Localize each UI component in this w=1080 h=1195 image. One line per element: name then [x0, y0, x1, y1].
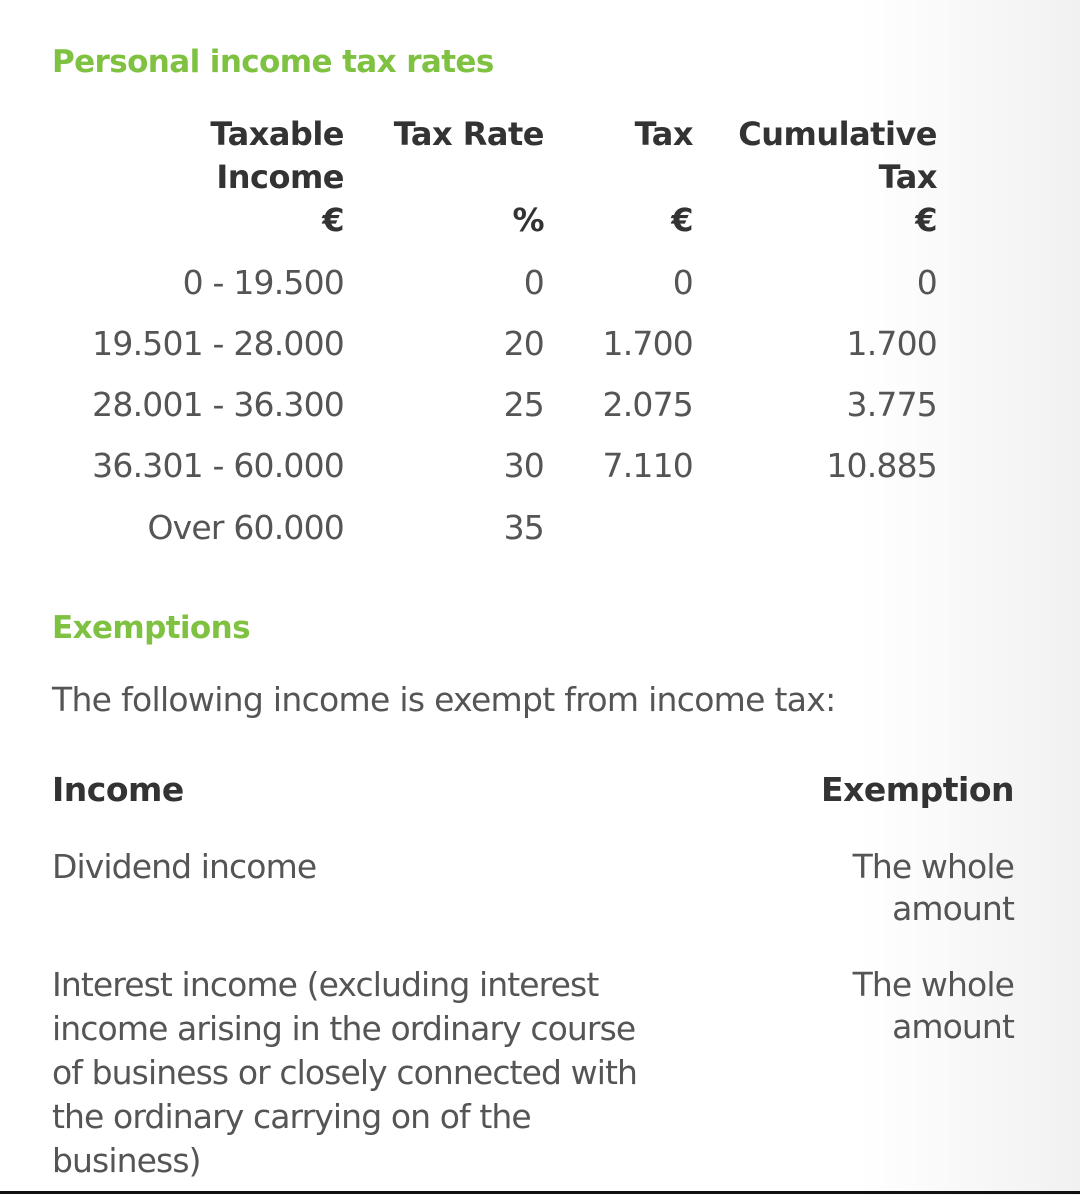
- cell-tax: 2.075: [602, 385, 693, 424]
- cell-rate: 25: [503, 385, 544, 424]
- header-taxable-income: Taxable: [210, 115, 344, 153]
- cell-income: 19.501 - 28.000: [92, 324, 344, 363]
- exemption-amount: The whole amount: [852, 965, 1014, 1046]
- cell-income: 0 - 19.500: [182, 263, 344, 302]
- header-tax-rate: Tax Rate: [393, 115, 544, 153]
- unit-taxable-income: €: [322, 201, 344, 239]
- cell-cumulative: 3.775: [846, 385, 937, 424]
- unit-cumulative-tax: €: [915, 201, 937, 239]
- unit-tax-rate: %: [512, 201, 544, 239]
- cell-rate: 20: [503, 324, 544, 363]
- cell-rate: 30: [503, 446, 544, 485]
- cell-tax: 1.700: [602, 324, 693, 363]
- exemptions-intro-text: The following income is exempt from income tax:: [52, 680, 836, 719]
- header-taxable-income-line2: Income: [216, 158, 344, 196]
- bottom-divider: [0, 1191, 1080, 1194]
- rates-section-title: Personal income tax rates: [52, 44, 494, 80]
- exemption-amount: The whole amount: [852, 847, 1014, 928]
- cell-rate: 0: [523, 263, 544, 302]
- header-cumulative-tax-line2: Tax: [878, 158, 937, 196]
- header-tax: Tax: [634, 115, 693, 153]
- cell-tax: 0: [672, 263, 693, 302]
- cell-tax: 7.110: [602, 446, 693, 485]
- cell-rate: 35: [503, 508, 544, 547]
- cell-income: 28.001 - 36.300: [92, 385, 344, 424]
- cell-cumulative: 10.885: [826, 446, 937, 485]
- cell-cumulative: 1.700: [846, 324, 937, 363]
- cell-cumulative: 0: [916, 263, 937, 302]
- exemptions-header-exemption: Exemption: [821, 770, 1014, 809]
- exemptions-section-title: Exemptions: [52, 610, 250, 646]
- cell-income: Over 60.000: [147, 508, 344, 547]
- cell-income: 36.301 - 60.000: [92, 446, 344, 485]
- unit-tax: €: [671, 201, 693, 239]
- header-cumulative-tax: Cumulative: [738, 115, 937, 153]
- exemptions-header-income: Income: [52, 770, 184, 809]
- exemption-income-label: Interest income (excluding interest income arising in the ordinary course of business or closely connected with the ordinary carrying on of the business): [52, 965, 638, 1180]
- exemption-income-label: Dividend income: [52, 847, 317, 886]
